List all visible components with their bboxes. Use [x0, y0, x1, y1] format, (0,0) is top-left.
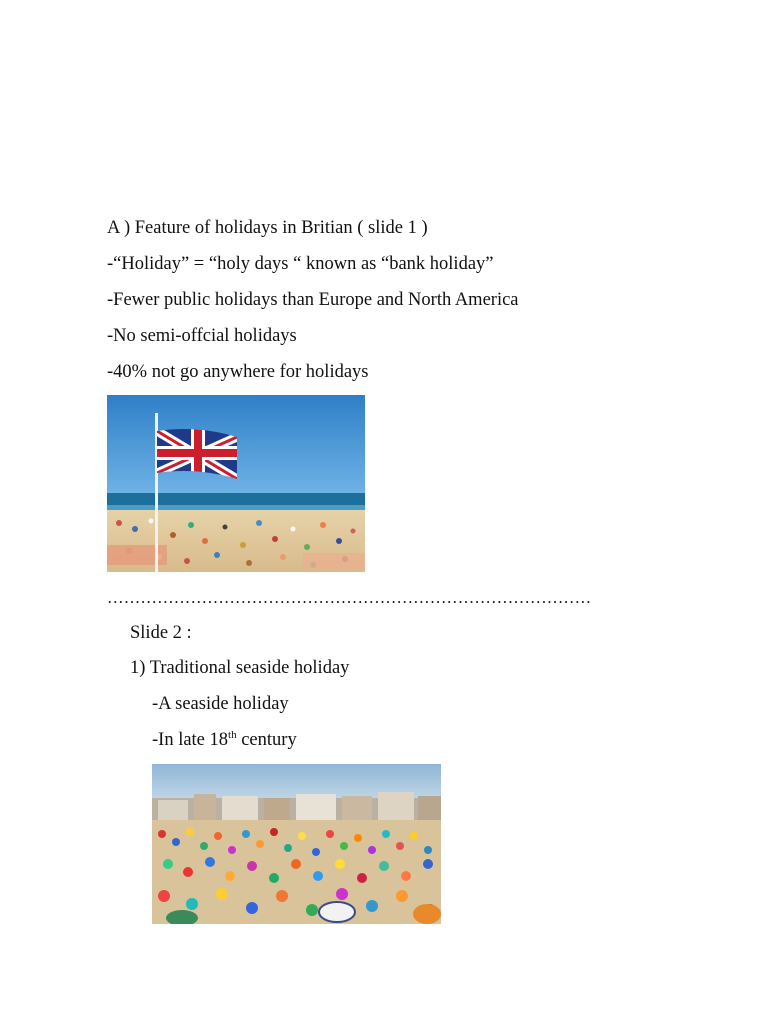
- section-heading: A ) Feature of holidays in Britian ( slide 1 ): [107, 218, 428, 238]
- bullet-fewer-holidays: -Fewer public holidays than Europe and North America: [107, 290, 519, 310]
- section-separator: ……………………………………………………………………………: [107, 588, 592, 607]
- bullet-holiday-definition: -“Holiday” = “holy days “ known as “bank holiday”: [107, 254, 494, 274]
- item-heading: 1) Traditional seaside holiday: [130, 658, 350, 678]
- century-word: century: [236, 730, 297, 750]
- ordinal-superscript: th: [228, 729, 237, 741]
- union-jack-beach-photo: [107, 395, 365, 572]
- bullet-no-semi-official: -No semi-offcial holidays: [107, 326, 297, 346]
- crowded-beach-photo: [152, 764, 441, 924]
- point-late-century-text: -In late 18: [152, 730, 229, 750]
- point-seaside-holiday: -A seaside holiday: [152, 694, 289, 714]
- point-late-century: [152, 728, 297, 752]
- slide-title: Slide 2 :: [130, 623, 192, 643]
- bullet-forty-percent: -40% not go anywhere for holidays: [107, 362, 369, 382]
